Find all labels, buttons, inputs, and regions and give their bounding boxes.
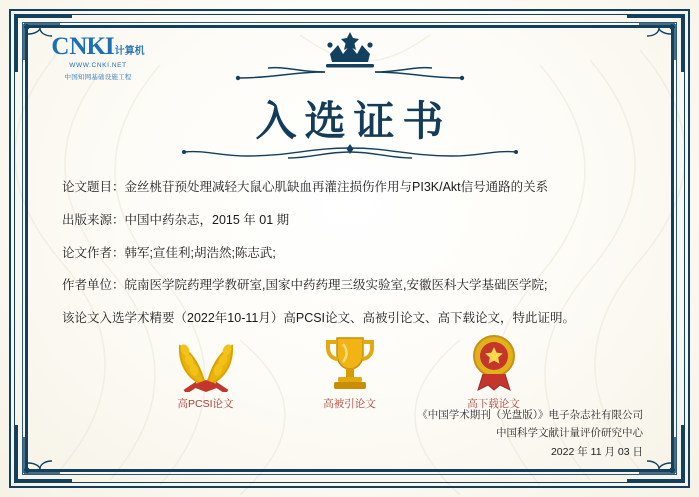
field-label-source: 出版来源： [62, 212, 125, 227]
logo-brand: NKI [69, 33, 114, 60]
crown-ornament [0, 28, 699, 86]
logo-brand-cn: 计算机 [114, 46, 145, 57]
footer-line-center: 中国科学文献计量评价研究中心 [496, 427, 643, 440]
page-title: 入选证书 [255, 98, 452, 144]
award-label-pcsi: 高PCSI论文 [177, 398, 234, 410]
certificate-statement: 该论文入选学术精要（2022年10-11月）高PCSI论文、高被引论文、高下载论文，特此证明。 [62, 311, 576, 325]
field-value-affiliation: 皖南医学院药理学教研室,国家中药药理三级实验室,安徽医科大学基础医学院; [124, 278, 548, 293]
certificate-body [62, 178, 647, 328]
field-row-affiliation [62, 276, 647, 295]
wheat-wreath-icon [158, 330, 254, 392]
field-label-authors: 论文作者： [62, 245, 125, 260]
field-value-authors: 韩军;宣佳利;胡浩然;陈志武; [124, 245, 276, 260]
field-value-source: 中国中药杂志，2015 年 01 期 [124, 212, 290, 227]
award-label-cited: 高被引论文 [323, 398, 376, 410]
medal-icon [446, 330, 542, 392]
award-label-download: 高下载论文 [467, 398, 520, 410]
trophy-icon [302, 330, 398, 392]
field-value-title: 金丝桃苷预处理减轻大鼠心肌缺血再灌注损伤作用与PI3K/Akt信号通路的关系 [124, 180, 549, 194]
field-row-authors [62, 244, 647, 263]
corner-ornament-bottom-left [14, 425, 72, 483]
title-flourish [0, 142, 699, 164]
footer-line-date: 2022 年 11 月 03 日 [550, 445, 643, 458]
award-item-download [446, 330, 542, 411]
award-item-pcsi [158, 330, 254, 411]
field-label-title: 论文题目： [62, 180, 125, 194]
field-label-affiliation: 作者单位： [62, 278, 125, 293]
logo-subtitle: 中国知网基础设施工程 [64, 74, 132, 81]
field-row-source [62, 211, 647, 230]
certificate-footer [417, 406, 643, 461]
award-item-cited [302, 330, 398, 411]
logo-url: WWW.CNKI.NET [69, 62, 127, 69]
awards-row [0, 330, 699, 411]
logo-mark: C [51, 33, 69, 60]
footer-line-publisher: 《中国学术期刊（光盘版）》电子杂志社有限公司 [417, 408, 643, 421]
field-row-title [62, 178, 647, 197]
